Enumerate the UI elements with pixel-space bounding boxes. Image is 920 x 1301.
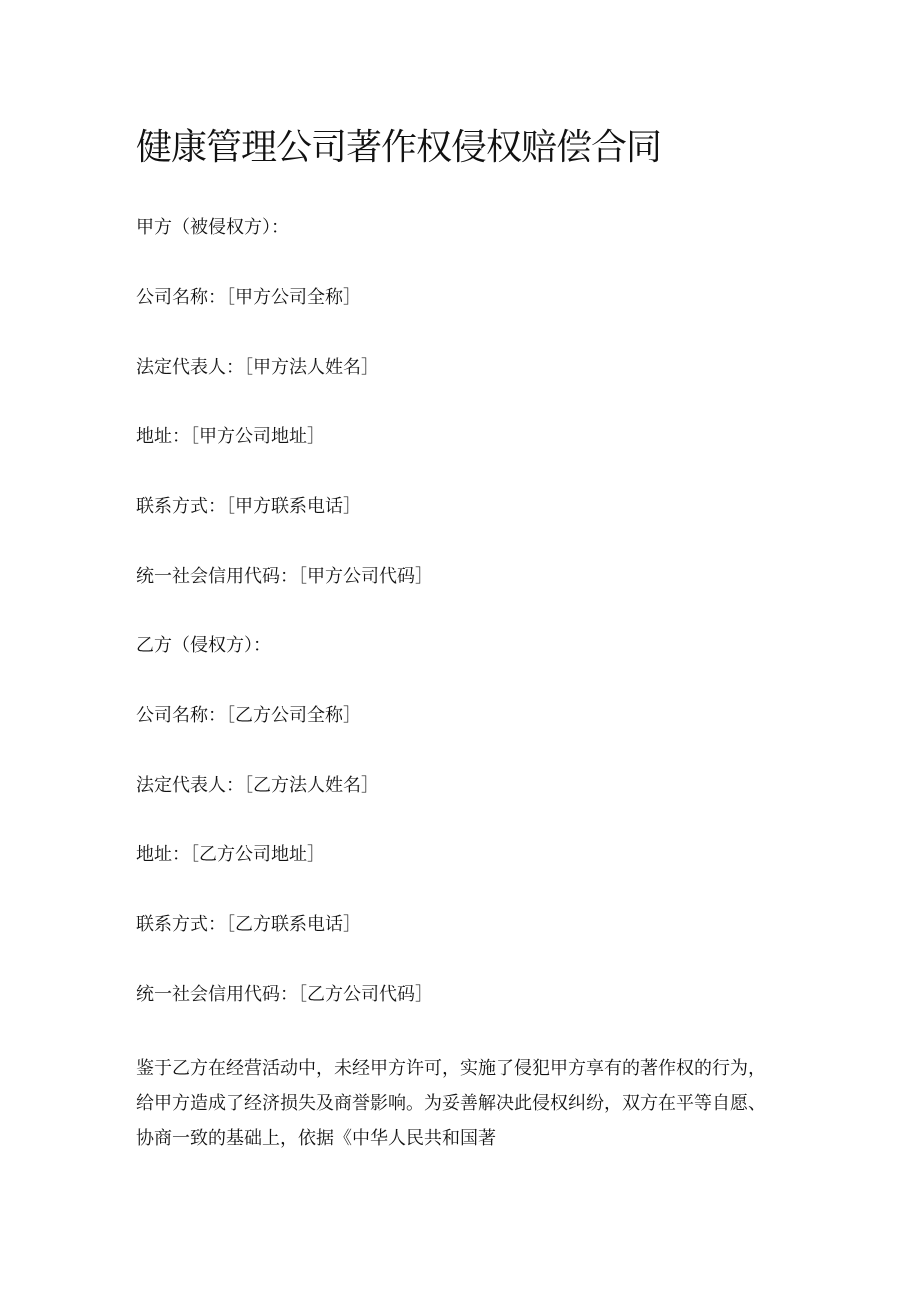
party-b-legal-representative: 法定代表人：［乙方法人姓名］ [136, 775, 379, 796]
party-b-contact: 联系方式：［乙方联系电话］ [136, 914, 361, 935]
preamble-line: 给甲方造成了经济损失及商誉影响。为妥善解决此侵权纠纷，双方在平等自愿、 [136, 1093, 766, 1114]
preamble-paragraph [136, 1051, 796, 1156]
party-a-heading: 甲方（被侵权方）： [136, 217, 289, 238]
party-a-legal-representative: 法定代表人：［甲方法人姓名］ [136, 357, 379, 378]
party-a-address: 地址：［甲方公司地址］ [136, 426, 325, 447]
party-b-heading: 乙方（侵权方）： [136, 635, 271, 656]
preamble-line: 协商一致的基础上，依据《中华人民共和国著 [136, 1128, 496, 1149]
party-b-credit-code: 统一社会信用代码：［乙方公司代码］ [136, 984, 433, 1005]
party-a-company-name: 公司名称：［甲方公司全称］ [136, 287, 361, 308]
preamble-line: 鉴于乙方在经营活动中，未经甲方许可，实施了侵犯甲方享有的著作权的行为， [136, 1058, 766, 1079]
party-b-company-name: 公司名称：［乙方公司全称］ [136, 705, 361, 726]
party-a-credit-code: 统一社会信用代码：［甲方公司代码］ [136, 566, 433, 587]
document-title: 健康管理公司著作权侵权赔偿合同 [136, 127, 662, 168]
party-a-contact: 联系方式：［甲方联系电话］ [136, 496, 361, 517]
party-b-address: 地址：［乙方公司地址］ [136, 844, 325, 865]
